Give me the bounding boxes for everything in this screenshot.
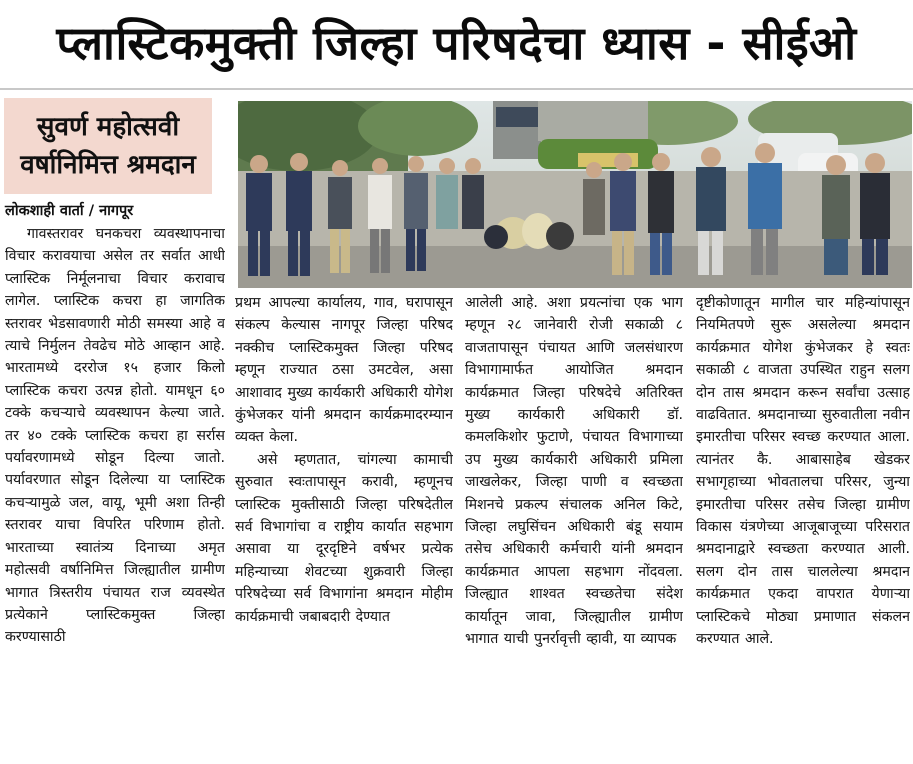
headline: प्लास्टिकमुक्ती जिल्हा परिषदेचा ध्यास - सीईओ xyxy=(56,16,857,70)
paragraph: असे म्हणतात, चांगल्या कामाची सुरुवात स्वःतापासून करावी, म्हणूनच प्लास्टिक मुक्तीसाठी जिल्हा परिषदेतील सर्व विभागांचा व राष्ट्रीय कार्यात सहभाग असावा या दूरदृष्टिने वर्षभर प्रत्येक महिन्याच्या शेवटच्या शुक्रवारी जिल्हा परिषदेच्या सर्व विभागांना श्रमदान मोहीम कार्यक्रमाची जबाबदारी देण्यात xyxy=(235,451,453,625)
headline-divider xyxy=(0,88,913,90)
paragraph: प्रथम आपल्या कार्यालय, गाव, घरापासून संकल्प केल्यास नागपूर जिल्हा परिषद नक्कीच प्लास्टिकमुक्त जिल्हा परिषद म्हणून राज्यात ठसा उमटवेल, असा आशावाद मुख्य कार्यकारी अधिकारी योगेश कुंभेजकर यांनी श्रमदान कार्यक्रमादरम्यान व्यक्त केला. xyxy=(235,295,453,446)
article-column-3 xyxy=(465,292,683,754)
subheadline-line-1: सुवर्ण महोत्सवी xyxy=(36,112,180,142)
news-photo xyxy=(238,101,912,288)
article-column-4 xyxy=(696,292,910,754)
paragraph: गावस्तरावर घनकचरा व्यवस्थापनाचा विचार करावयाचा असेल तर सर्वात आधी प्लास्टिक निर्मूलनाचा विचार करावाच लागेल. प्लास्टिक कचरा हा जागतिक स्तरावर भेडसावणारी मोठी समस्या आहे व त्याचे निर्मुलन तेवढेच मोठे आव्हान आहे. भारतामध्ये दररोज १५ हजार किलो प्लास्टिक कचरा उत्पन्न होतो. यामधून ६० टक्के कचऱ्याचे व्यवस्थापन केल्या जाते. तर ४० टक्के प्लास्टिक कचरा हा सर्रास पर्यावरणामध्ये सोडून दिल्या जातो. पर्यावरणात सोडून दिलेल्या या प्लास्टिक कचऱ्यामुळे जल, वायू, भूमी अशा तिन्ही स्तरावर याचा विपरित परिणाम होतो. भारताच्या स्वातंत्र्य दिनाच्या अमृत महोत्सवी वर्षानिमित्त जिल्ह्यातील ग्रामीण भागात त्रिस्तरीय पंचायत राज व्यवस्थेत प्रत्येकाने प्लास्टिकमुक्त जिल्हा करण्यासाठी xyxy=(5,226,225,646)
subheadline-line-2: वर्षानिमित्त श्रमदान xyxy=(20,150,196,180)
article-column-2 xyxy=(235,292,453,754)
paragraph: दृष्टीकोणातून मागील चार महिन्यांपासून नियमितपणे सुरू असलेल्या श्रमदान कार्यक्रमात योगेश कुंभेजकर हे स्वतः सकाळी ८ वाजता उपस्थित राहुन सलग दोन तास श्रमदान करून सर्वांचा उत्साह वाढवितात. श्रमदानाच्या सुरुवातीला नवीन इमारतीचा परिसर स्वच्छ करण्यात आला. त्यानंतर कै. आबासाहेब खेडकर सभागृहाच्या भोवतालचा परिसर, जुन्या इमारतीचा परिसर तसेच जिल्हा ग्रामीण विकास यंत्रणेच्या आजूबाजूच्या परिसरात श्रमदानाद्वारे स्वच्छता करण्यात आली. सलग दोन तास चाललेल्या श्रमदान कार्यक्रमात एकदा वापरात येणाऱ्या प्लास्टिकचे मोठ्या प्रमाणात संकलन करण्यात आले. xyxy=(696,295,910,648)
subheadline-box xyxy=(4,98,212,194)
byline: लोकशाही वार्ता / नागपूर xyxy=(5,203,134,219)
paragraph: आलेली आहे. अशा प्रयत्नांचा एक भाग म्हणून २८ जानेवारी रोजी सकाळी ८ वाजतापासून पंचायत आणि जलसंधारण विभागामार्फत आयोजित श्रमदान कार्यक्रमात जिल्हा परिषदेचे अतिरिक्त मुख्य कार्यकारी अधिकारी डॉ. कमलकिशोर फुटाणे, पंचायत विभागाच्या उप मुख्य कार्यकारी अधिकारी प्रमिला जाखलेकर, जिल्हा पाणी व स्वच्छता मिशनचे प्रकल्प संचालक अनिल किटे, जिल्हा लघुसिंचन अधिकारी बंडू सयाम तसेच अधिकारी कर्मचारी यांनी श्रमदान कार्यक्रमात आपला सहभाग नोंदवला. जिल्ह्यात शाश्वत स्वच्छतेचा संदेश कार्यातून जावा, जिल्ह्यातील ग्रामीण भागात याची पुनर्रावृत्ती व्हावी, या व्यापक xyxy=(465,295,683,648)
group-photo-illustration xyxy=(238,101,912,288)
article-column-1 xyxy=(5,223,225,753)
